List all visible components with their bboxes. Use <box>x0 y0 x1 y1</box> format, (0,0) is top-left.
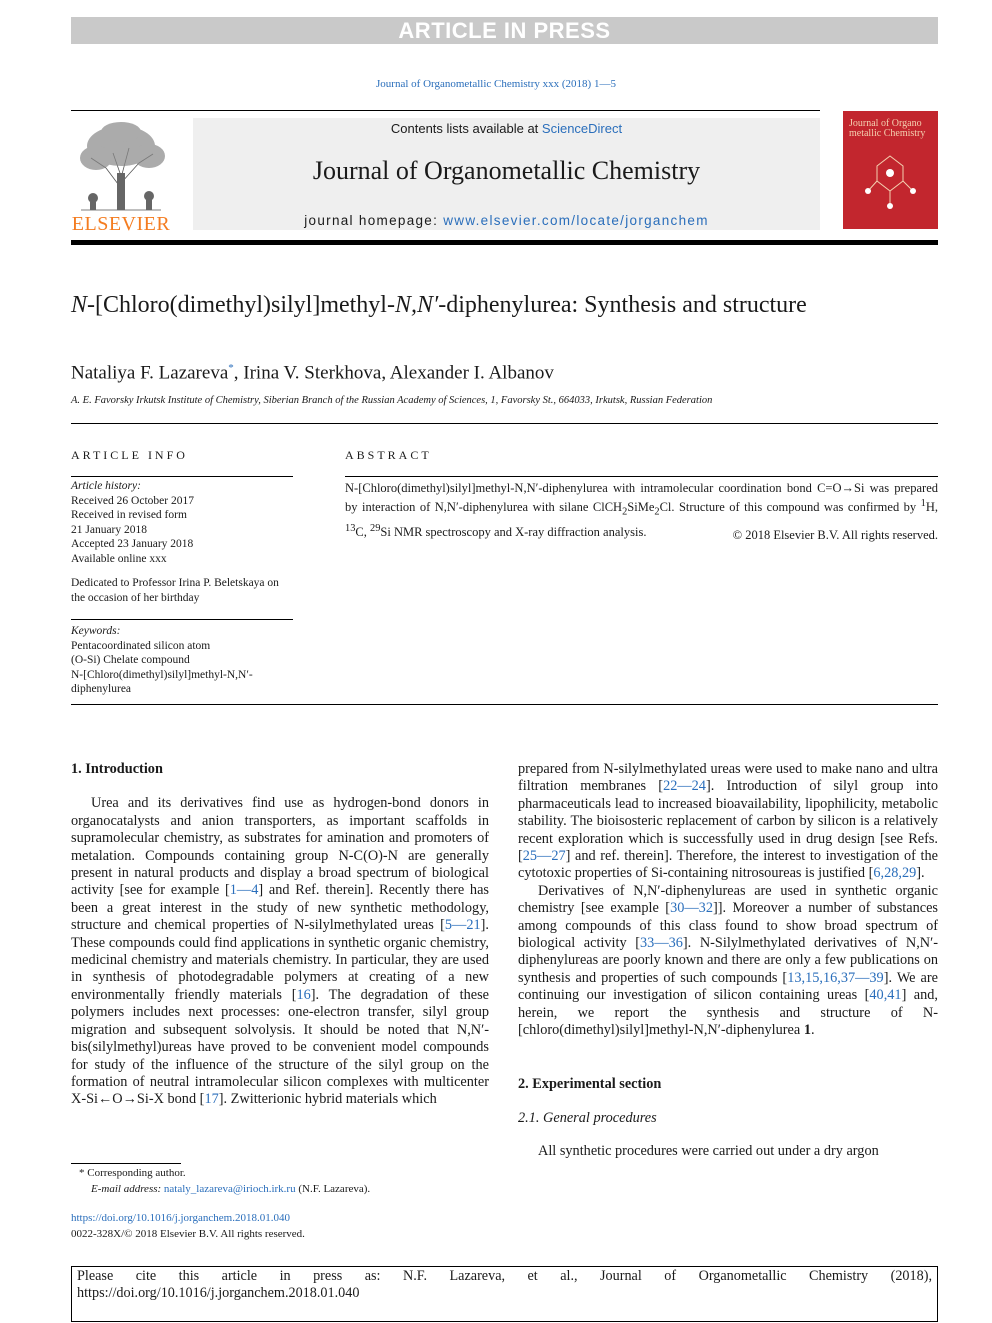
homepage-prefix: journal homepage: <box>304 213 444 228</box>
homepage-link[interactable]: www.elsevier.com/locate/jorganchem <box>443 213 709 228</box>
title-part: -[Chloro(dimethyl)silyl]methyl- <box>87 292 395 318</box>
superscript: 1 <box>920 498 926 509</box>
text: ]. We are continuing our investigation of silicon containing ureas [ <box>518 969 938 1004</box>
author-list <box>71 362 931 384</box>
elsevier-wordmark: ELSEVIER <box>71 213 171 235</box>
journal-title: Journal of Organometallic Chemistry <box>312 156 701 185</box>
abstract-rule <box>345 476 938 477</box>
keywords-rule <box>71 619 293 620</box>
section-heading-introduction: 1. Introduction <box>71 761 163 777</box>
reference-link[interactable]: 5—21 <box>444 917 481 934</box>
sciencedirect-link[interactable]: ScienceDirect <box>541 121 623 136</box>
abstract-fragment: Si NMR spectroscopy and X-ray diffraction analysis. <box>380 524 647 539</box>
reference-link[interactable]: 22—24 <box>663 778 706 795</box>
text: Derivatives of N,N′-diphenylureas are used in synthetic organic chemistry [see example [ <box>518 882 938 917</box>
abstract-fragment: H, <box>925 500 939 515</box>
superscript: 13 <box>345 522 356 534</box>
reference-link[interactable]: 30—32 <box>670 900 713 917</box>
paragraph <box>71 795 489 1108</box>
paragraph <box>518 883 938 1040</box>
contents-line <box>193 121 820 136</box>
journal-reference-link[interactable]: Journal of Organometallic Chemistry xxx (2018) 1—5 <box>376 78 616 90</box>
journal-homepage-line <box>193 213 820 228</box>
author-name: Nataliya F. Lazareva <box>71 362 229 384</box>
abstract-bottom-rule <box>71 704 938 705</box>
text: ]. N-Silylmethylated derivatives of N,N′-diphenylureas are poorly known and there are only a few publications on synthesis and properties of such compounds [ <box>518 935 938 986</box>
text: . <box>810 1022 815 1039</box>
abstract-fragment: SiMe <box>627 500 655 515</box>
article-info-heading: ARTICLE INFO <box>71 448 188 462</box>
title-part: -diphenylurea: Synthesis and structure <box>438 292 807 318</box>
footnote-rule <box>71 1163 181 1164</box>
reference-link[interactable]: 1—4 <box>229 882 259 899</box>
email-link[interactable]: nataly_lazareva@irioch.irk.ru <box>163 1183 296 1195</box>
keyword: Pentacoordinated silicon atom <box>71 639 211 652</box>
doi-link[interactable]: https://doi.org/10.1016/j.jorganchem.2018.01.040 <box>71 1212 290 1224</box>
abstract-fragment: C, <box>355 524 370 539</box>
body-right-column <box>518 761 938 1161</box>
history-label: Article history: <box>71 480 141 492</box>
section-rule <box>71 423 938 424</box>
keyword: diphenylurea <box>71 683 132 695</box>
keyword: N-[Chloro(dimethyl)silyl]methyl-N,N′- <box>71 668 253 681</box>
affiliation: A. E. Favorsky Irkutsk Institute of Chemistry, Siberian Branch of the Russian Academy of Sciences, 1, Favorsky St., 664033, Irkutsk, Russian Federation <box>71 395 713 406</box>
keywords-label: Keywords: <box>71 625 121 637</box>
reference-link[interactable]: 6,28,29 <box>873 865 917 882</box>
reference-link[interactable]: 33—36 <box>640 935 683 952</box>
history-entry: Available online xxx <box>71 552 167 565</box>
text: Urea and its derivatives find use as hydrogen-bond donors in organocatalysts and anion transporters, as important scaffolds in supramolecular chemistry, as substrates for amination and promoters of metalation. Compounds containing group N-C(O)-N are generally present in natural products and display a broad spectrum of biological activity [see for example [ <box>71 795 489 899</box>
journal-cover-thumbnail[interactable] <box>843 111 938 229</box>
corresponding-author-mark[interactable]: * <box>228 362 234 374</box>
history-entry: 21 January 2018 <box>71 523 148 536</box>
reference-link[interactable]: 40,41 <box>869 987 902 1004</box>
copyright: © 2018 Elsevier B.V. All rights reserved. <box>732 528 938 542</box>
footnote-text: Corresponding author. <box>84 1167 186 1179</box>
issn-copyright: 0022-328X/© 2018 Elsevier B.V. All rights reserved. <box>71 1228 305 1240</box>
keyword: (O-Si) Chelate compound <box>71 654 190 666</box>
subscript: 2 <box>622 506 628 518</box>
author-names: , Irina V. Sterkhova, Alexander I. Albanov <box>233 362 554 384</box>
article-title <box>71 290 931 320</box>
text: ] and Ref. therein]. Recently there has been a great interest in the study of new synthetic methodology, structure and chemical properties of N-silylmethylated ureas [ <box>71 882 489 934</box>
footnote-mark: * <box>79 1167 85 1179</box>
abstract-fragment: Cl. Structure of this compound was confirmed by <box>659 500 921 515</box>
reference-link[interactable]: 25—27 <box>522 848 566 865</box>
text: ]. Zwitterionic hybrid materials which <box>218 1091 437 1108</box>
history-entry: Received 26 October 2017 <box>71 494 194 507</box>
cover-molecule-icon <box>863 151 918 221</box>
reference-link[interactable]: 13,15,16,37—39 <box>787 969 884 986</box>
header-thick-rule <box>71 240 938 245</box>
text: ]. Introduction of silyl group into pharmaceuticals lead to increased bioavailability, lipophilicity, metabolic stability. The bioisosteric replacement of carbon by silicon is a relatively recent exploration which is successfully used in drug design [see Refs. [ <box>518 778 939 865</box>
history-entry: Received in revised form <box>71 509 187 521</box>
text: prepared from N-silylmethylated ureas were used to make nano and ultra filtration membranes [ <box>518 761 938 795</box>
dedication: Dedicated to Professor Irina P. Beletskaya on the occasion of her birthday <box>71 577 279 604</box>
paragraph <box>518 761 938 883</box>
text: ]. The degradation of these polymers includes next processes: one-electron transfer, silyl group migration and subsequent solvolysis. It should be noted that N,N′-bis(silylmethyl)ureas have proved to be convenient model compounds for study of the influence of the structure of the silyl group on the formation of neutral intramolecular silicon complexes with multicenter X-Si←O→Si-X bond [ <box>71 986 489 1108</box>
doi-block <box>71 1210 491 1242</box>
reference-link[interactable]: 16 <box>296 986 311 1003</box>
title-part: N <box>71 292 88 318</box>
subscript: 2 <box>654 506 660 518</box>
corresponding-author-footnote <box>71 1165 491 1197</box>
paragraph: All synthetic procedures were carried out under a dry argon <box>538 1143 879 1160</box>
contents-prefix: Contents lists available at <box>390 121 542 136</box>
text: ]. These compounds could find applications in synthetic organic chemistry, medicinal chemistry and materials chemistry. In particular, they are used in synthesis of photodegradable polymers at creating of a new environmentally friendly materials [ <box>71 917 489 1003</box>
abstract-heading: ABSTRACT <box>345 448 432 462</box>
header-rule <box>71 110 820 111</box>
email-label: E-mail address: <box>91 1183 164 1195</box>
keywords <box>71 624 293 697</box>
title-part: N,N′ <box>394 292 439 318</box>
citation-text: Please cite this article in press as: N.F. Lazareva, et al., Journal of Organometallic Chemistry (2018), https://doi.org/10.1016/j.jorganchem.2018.01.040 <box>77 1268 932 1301</box>
section-heading-experimental: 2. Experimental section <box>518 1075 662 1092</box>
text: ]]. Moreover a number of substances among compounds of this class found to show broad spectrum of biological activity [ <box>518 900 938 952</box>
abstract-fragment: N-[Chloro(dimethyl)silyl]methyl-N,N′-diphenylurea with intramolecular coordination bond C=O→Si was prepared by interaction of N,N′-diphenylurea with silane ClCH <box>345 481 938 515</box>
body-left-column <box>71 761 489 1109</box>
text: ] and ref. therein]. Therefore, the interest to investigation of the cytotoxic properties of Si-containing nitrosoureas is justified [ <box>518 848 938 882</box>
reference-link[interactable]: 17 <box>204 1091 219 1108</box>
article-in-press-banner: ARTICLE IN PRESS <box>71 17 938 44</box>
text: ] and, herein, we report the synthesis and structure of N-[chloro(dimethyl)silyl]methyl-N,N′-diphenylurea <box>518 987 938 1039</box>
history-entry: Accepted 23 January 2018 <box>71 538 194 550</box>
compound-number: 1 <box>803 1022 811 1039</box>
article-history <box>71 479 293 566</box>
email-owner: (N.F. Lazareva). <box>295 1183 371 1195</box>
info-rule <box>71 476 293 477</box>
text: ]. <box>916 865 925 882</box>
subsection-heading-general: 2.1. General procedures <box>518 1109 657 1126</box>
superscript: 29 <box>370 522 381 534</box>
cover-title: Journal of Organo metallic Chemistry <box>849 118 926 139</box>
